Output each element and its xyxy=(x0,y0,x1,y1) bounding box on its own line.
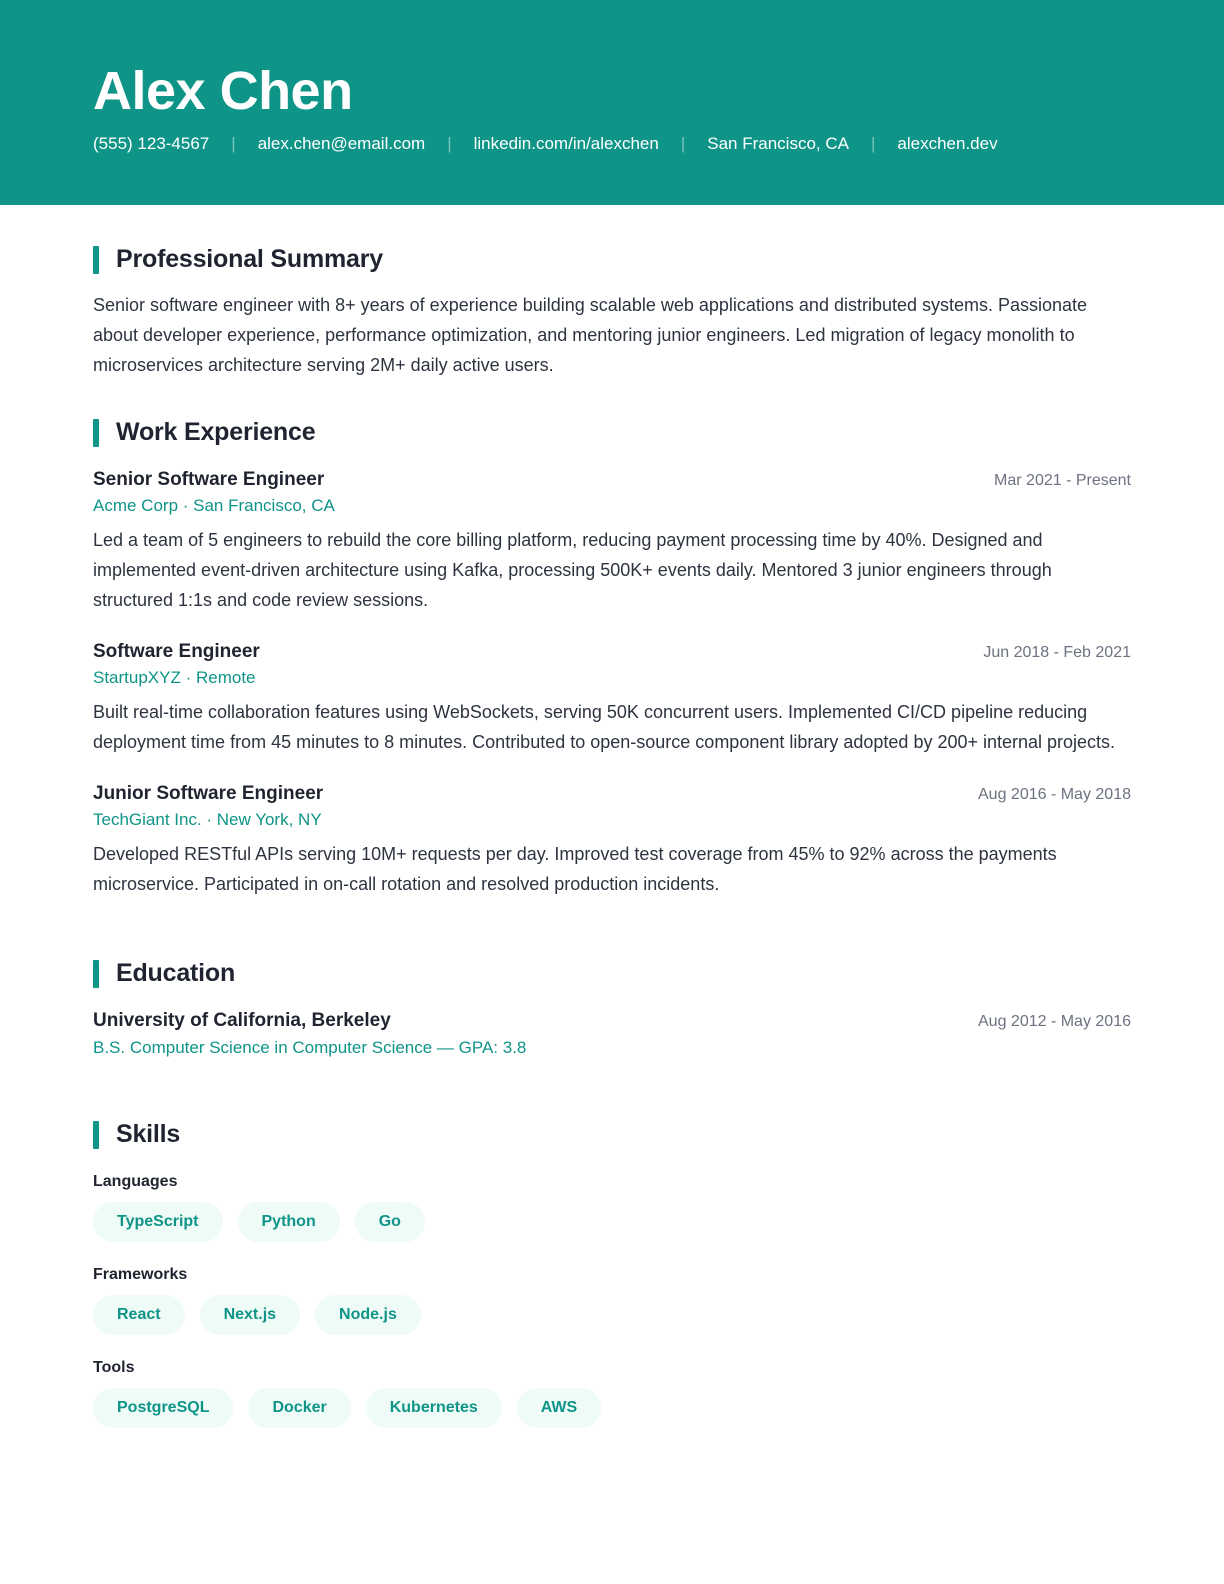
entry-role: Junior Software Engineer xyxy=(93,783,324,805)
entry-organization: Acme Corp · San Francisco, CA xyxy=(93,496,335,516)
section-skills xyxy=(93,1120,1131,1428)
entry-role: Software Engineer xyxy=(93,641,260,663)
section-title-experience: Work Experience xyxy=(116,418,316,447)
contact-separator: | xyxy=(231,134,236,154)
page-title: Alex Chen xyxy=(93,61,353,121)
education-dates: Aug 2012 - May 2016 xyxy=(978,1013,1131,1031)
contact-linkedin[interactable]: linkedin.com/in/alexchen xyxy=(473,134,659,154)
section-heading xyxy=(93,959,1131,988)
entry-description: Developed RESTful APIs serving 10M+ requests per day. Improved test coverage from 45% to 92% across the payments microservice. Participated in on-call rotation and resolved production incidents. xyxy=(93,844,1057,895)
summary-text: Senior software engineer with 8+ years of experience building scalable web applications and distributed systems. Passionate about developer experience, performance optimization, and mentoring junior engineers. Led migration of legacy monolith to microservices architecture serving 2M+ daily active users. xyxy=(93,295,1088,376)
entry-organization: StartupXYZ · Remote xyxy=(93,668,256,688)
accent-bar-icon xyxy=(93,419,99,447)
skill-chip-row xyxy=(93,1202,1131,1242)
resume-header xyxy=(0,0,1224,205)
section-title-education: Education xyxy=(116,959,236,988)
section-heading xyxy=(93,418,1131,447)
skill-group-label: Languages xyxy=(93,1173,178,1191)
section-education xyxy=(93,959,1131,1058)
skill-group-tools xyxy=(93,1359,1131,1428)
skill-chip[interactable]: Node.js xyxy=(315,1295,421,1335)
skill-chip[interactable]: TypeScript xyxy=(93,1202,223,1242)
section-professional-summary xyxy=(93,245,1131,380)
contact-website[interactable]: alexchen.dev xyxy=(897,134,998,154)
skill-chip-row xyxy=(93,1295,1131,1335)
resume-body xyxy=(0,245,1224,1428)
section-work-experience xyxy=(93,418,1131,899)
contact-separator: | xyxy=(447,134,452,154)
entry-description: Led a team of 5 engineers to rebuild the core billing platform, reducing payment processing time by 40%. Designed and implemented event-driven architecture using Kafka, processing 500K+ events daily. Mentored 3 junior engineers through structured 1:1s and code review sessions. xyxy=(93,530,1052,611)
section-title-skills: Skills xyxy=(116,1120,181,1149)
contact-email[interactable]: alex.chen@email.com xyxy=(257,134,426,154)
section-heading xyxy=(93,245,1131,274)
education-school: University of California, Berkeley xyxy=(93,1010,391,1032)
skill-chip[interactable]: PostgreSQL xyxy=(93,1388,233,1428)
contact-separator: | xyxy=(870,134,876,154)
section-title-summary: Professional Summary xyxy=(116,245,383,273)
skill-group-languages xyxy=(93,1173,1131,1242)
skill-chip[interactable]: AWS xyxy=(517,1388,601,1428)
skill-chip[interactable]: Docker xyxy=(248,1388,350,1428)
section-heading xyxy=(93,1120,1131,1149)
entry-dates: Jun 2018 - Feb 2021 xyxy=(983,644,1131,662)
skill-chip[interactable]: Kubernetes xyxy=(366,1388,502,1428)
accent-bar-icon xyxy=(93,960,99,988)
entry-description: Built real-time collaboration features using WebSockets, serving 50K concurrent users. Implemented CI/CD pipeline reducing deployment time from 45 minutes to 8 minutes. Contributed to open-source component library adopted by 200+ internal projects. xyxy=(93,702,1116,753)
contact-line xyxy=(93,134,1224,154)
contact-phone[interactable]: (555) 123-4567 xyxy=(93,134,210,154)
experience-entry xyxy=(93,469,1131,615)
experience-entry xyxy=(93,783,1131,899)
entry-dates: Mar 2021 - Present xyxy=(994,472,1131,490)
education-degree: B.S. Computer Science in Computer Science — GPA: 3.8 xyxy=(93,1038,527,1058)
entry-role: Senior Software Engineer xyxy=(93,469,325,491)
entry-header xyxy=(93,1010,1131,1032)
entry-organization: TechGiant Inc. · New York, NY xyxy=(93,810,322,830)
skill-chip[interactable]: Python xyxy=(238,1202,340,1242)
experience-entry xyxy=(93,641,1131,757)
skill-chip[interactable]: Go xyxy=(355,1202,425,1242)
skill-group-label: Tools xyxy=(93,1359,135,1377)
education-entry xyxy=(93,1010,1131,1058)
entry-header xyxy=(93,469,1131,491)
contact-location: San Francisco, CA xyxy=(707,134,849,154)
entry-header xyxy=(93,641,1131,663)
skill-group-label: Frameworks xyxy=(93,1266,188,1284)
entry-dates: Aug 2016 - May 2018 xyxy=(978,786,1131,804)
skill-chip[interactable]: Next.js xyxy=(200,1295,300,1335)
contact-separator: | xyxy=(680,134,686,154)
skill-chip-row xyxy=(93,1388,1131,1428)
accent-bar-icon xyxy=(93,246,99,274)
entry-header xyxy=(93,783,1131,805)
skill-group-frameworks xyxy=(93,1266,1131,1335)
accent-bar-icon xyxy=(93,1121,99,1149)
skill-chip[interactable]: React xyxy=(93,1295,185,1335)
